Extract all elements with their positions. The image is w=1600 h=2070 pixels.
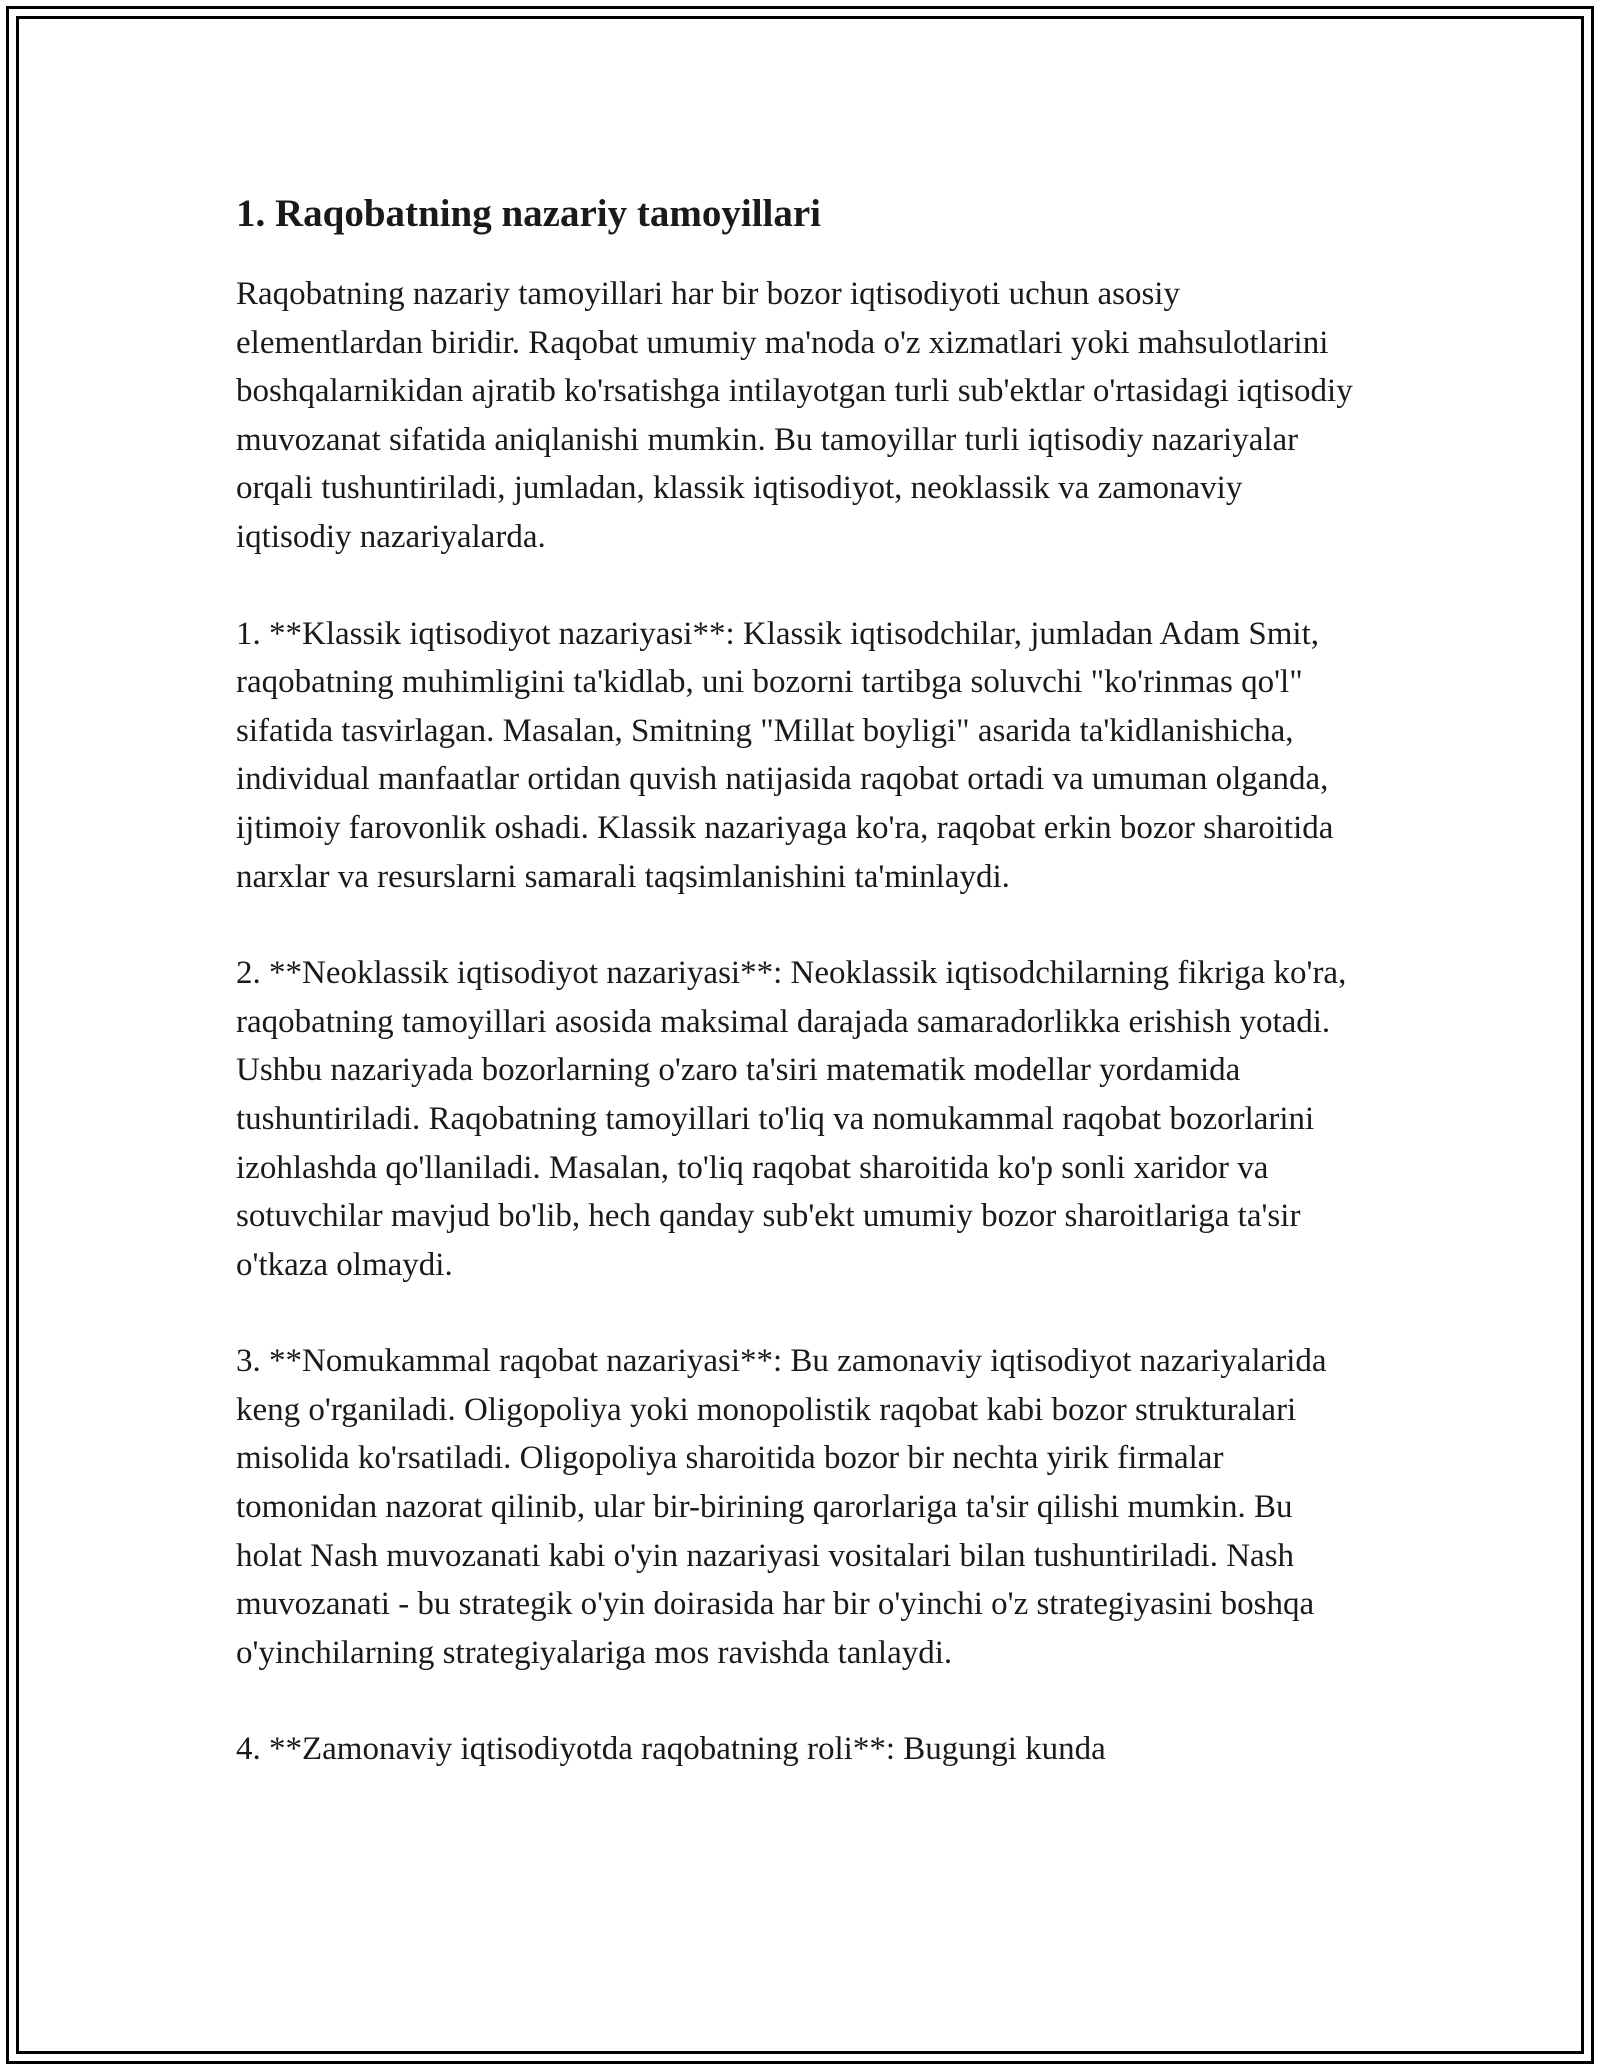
document-body (236, 182, 1366, 1774)
paragraph-classical-theory: 1. **Klassik iqtisodiyot nazariyasi**: Klassik iqtisodchilar, jumladan Adam Smit, raqobatning muhimligini ta'kidlab, uni bozorni tartibga soluvchi "ko'rinmas qo'l" sifatida tasvirlagan. Masalan, Smitning "Millat boyligi" asarida ta'kidlanishicha, individual manfaatlar ortidan quvish natijasida raqobat ortadi va umuman olganda, ijtimoiy farovonlik oshadi. Klassik nazariyaga ko'ra, raqobat erkin bozor sharoitida narxlar va resurslarni samarali taqsimlanishini ta'minlaydi. (236, 615, 1334, 895)
paragraph-neoclassical-theory: 2. **Neoklassik iqtisodiyot nazariyasi**: Neoklassik iqtisodchilarning fikriga ko'ra, raqobatning tamoyillari asosida maksimal darajada samaradorlikka erishish yotadi. Ushbu nazariyada bozorlarning o'zaro ta'siri matematik modellar yordamida tushuntiriladi. Raqobatning tamoyillari to'liq va nomukammal raqobat bozorlarini izohlashda qo'llaniladi. Masalan, to'liq raqobat sharoitida ko'p sonli xaridor va sotuvchilar mavjud bo'lib, hech qanday sub'ekt umumiy bozor sharoitlariga ta'sir o'tkaza olmaydi. (236, 955, 1347, 1283)
paragraph-imperfect-competition: 3. **Nomukammal raqobat nazariyasi**: Bu zamonaviy iqtisodiyot nazariyalarida keng o'rganiladi. Oligopoliya yoki monopolistik raqobat kabi bozor strukturalari misolida ko'rsatiladi. Oligopoliya sharoitida bozor bir nechta yirik firmalar tomonidan nazorat qilinib, ular bir-birining qarorlariga ta'sir qilishi mumkin. Bu holat Nash muvozanati kabi o'yin nazariyasi vositalari bilan tushuntiriladi. Nash muvozanati - bu strategik o'yin doirasida har bir o'yinchi o'z strategiyasini boshqa o'yinchilarning strategiyalariga mos ravishda tanlaydi. (236, 1343, 1327, 1671)
section-heading: 1. Raqobatning nazariy tamoyillari (236, 192, 822, 235)
paragraph-modern-economy: 4. **Zamonaviy iqtisodiyotda raqobatning roli**: Bugungi kunda (236, 1731, 1106, 1768)
intro-paragraph: Raqobatning nazariy tamoyillari har bir bozor iqtisodiyoti uchun asosiy elementlardan biridir. Raqobat umumiy ma'noda o'z xizmatlari yoki mahsulotlarini boshqalarnikidan ajratib ko'rsatishga intilayotgan turli sub'ektlar o'rtasidagi iqtisodiy muvozanat sifatida aniqlanishi mumkin. Bu tamoyillar turli iqtisodiy nazariyalar orqali tushuntiriladi, jumladan, klassik iqtisodiyot, neoklassik va zamonaviy iqtisodiy nazariyalarda. (236, 276, 1353, 555)
